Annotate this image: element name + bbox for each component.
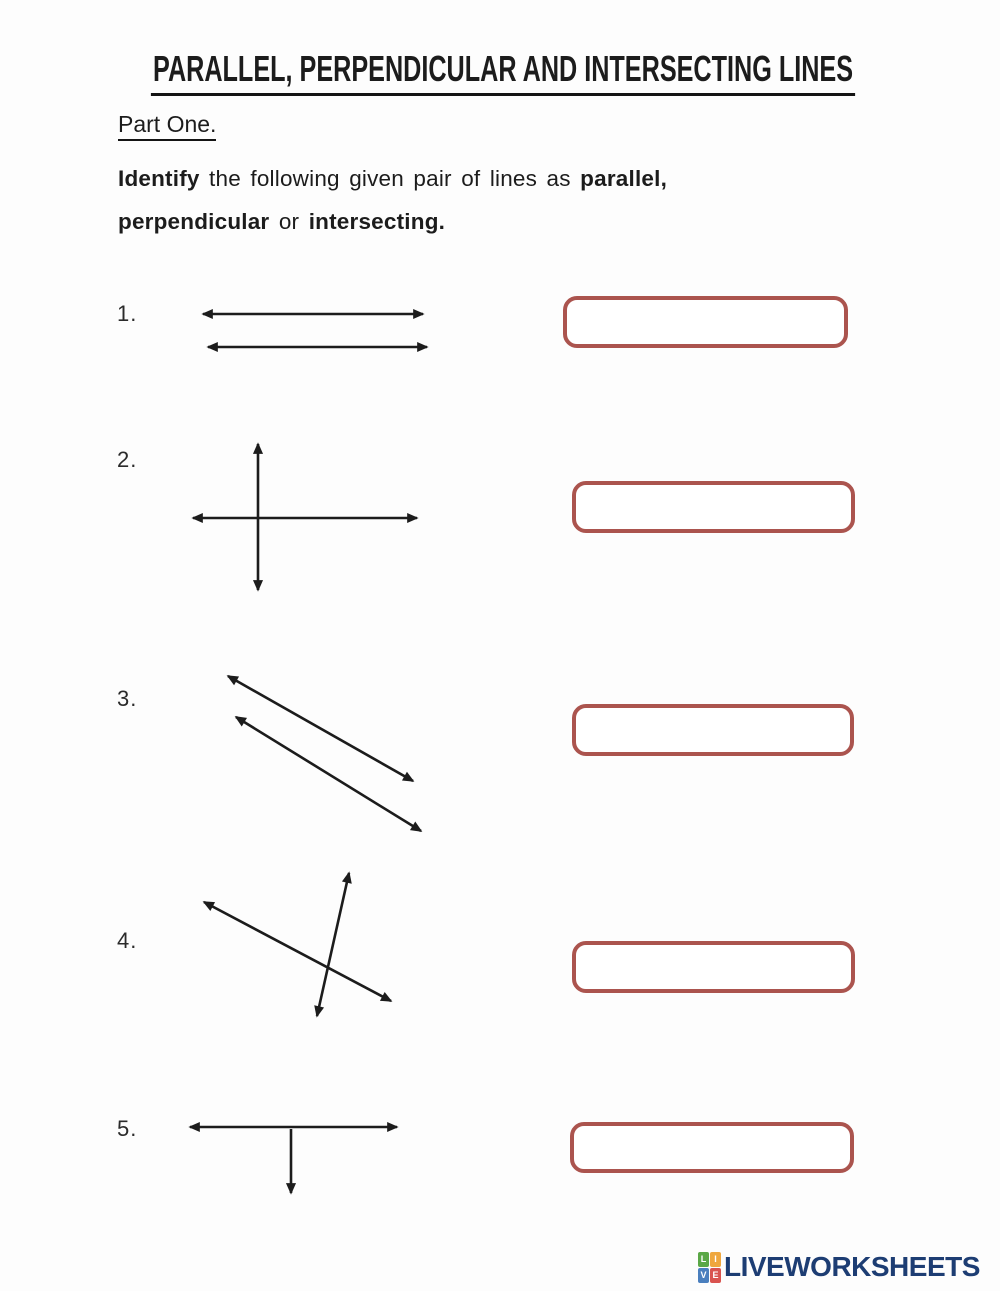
instruction-fragment: or (269, 209, 309, 234)
item-5-number: 5. (117, 1116, 138, 1141)
page-title: PARALLEL, PERPENDICULAR AND INTERSECTING LINES (151, 48, 855, 96)
logo-letter-l: L (698, 1252, 709, 1267)
logo-letter-v: V (698, 1268, 709, 1283)
item-4-answer-box[interactable] (572, 941, 855, 993)
item-5-answer-box[interactable] (570, 1122, 854, 1173)
logo-letter-i: I (710, 1252, 721, 1267)
item-1-answer-box[interactable] (563, 296, 848, 348)
instruction-fragment: the following given pair of lines as (199, 166, 581, 191)
item-3-answer-box[interactable] (572, 704, 854, 756)
liveworksheets-icon (698, 1252, 721, 1283)
liveworksheets-logo (698, 1251, 980, 1283)
section-heading-text: Part One. (118, 111, 216, 141)
instruction-fragment: parallel, (580, 166, 668, 191)
item-4-number: 4. (117, 928, 138, 953)
item-1-number: 1. (117, 301, 138, 326)
item-4-figure-line (317, 873, 349, 1016)
item-4-figure-line (204, 902, 391, 1001)
item-2-number: 2. (117, 447, 138, 472)
logo-letter-e: E (710, 1268, 721, 1283)
instruction-fragment: Identify (118, 166, 200, 191)
instruction-fragment: perpendicular (118, 209, 270, 234)
item-2-answer-box[interactable] (572, 481, 855, 533)
item-3-number: 3. (117, 686, 138, 711)
instruction-fragment: intersecting. (308, 209, 446, 234)
brand-wordmark: LIVEWORKSHEETS (724, 1251, 980, 1282)
